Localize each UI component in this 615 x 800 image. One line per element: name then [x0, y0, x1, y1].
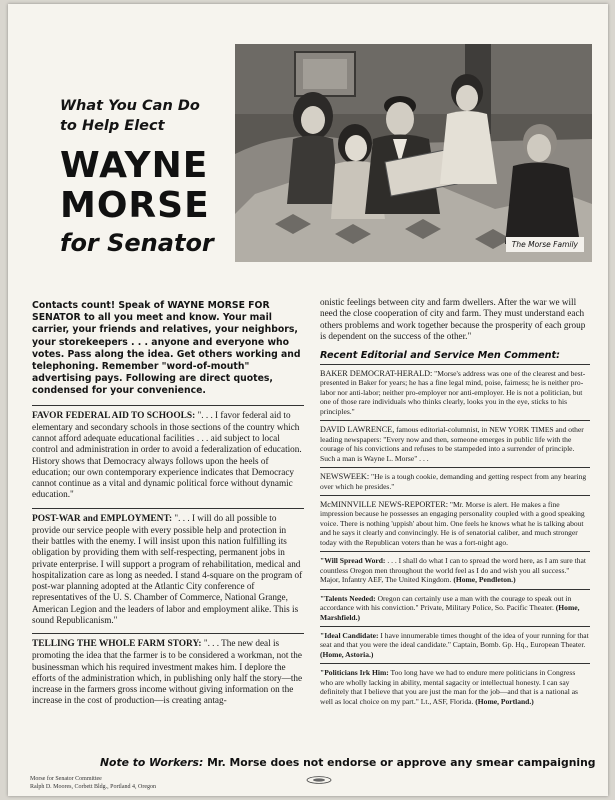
comment-lawrence [320, 425, 590, 463]
comment-text: Oregon can certainly use a man with the courage to speak out in accordance with his conviction." Private, Military Police, So. Pacific Theater. [320, 593, 572, 613]
comment-source: "Ideal Candidate: [320, 630, 379, 640]
comments-heading: Recent Editorial and Service Men Comment: [320, 350, 561, 361]
comment-location: (Home, Marshfield.) [320, 603, 580, 622]
comment-text: . . . I shall do what I can to spread the word here, as I am sure that countless Oregon men throughout the world feel as I do and wish you all success." Major, Infantry AEF, The United Kingdom. [320, 556, 586, 585]
comment-source: BAKER DEMOCRAT-HERALD: [320, 369, 433, 378]
comment-mcminnville [320, 500, 590, 547]
section-divider [32, 508, 304, 509]
comment-source: McMINNVILLE NEWS-REPORTER: [320, 499, 448, 509]
comment-baker [320, 369, 590, 416]
footer-line-1: Morse for Senator Committee [30, 776, 102, 782]
comment-text: "Mr. Morse is alert. He makes a fine impression because he possesses an engaging personality coupled with a good speaking voice. There is nothing 'uppish' about him. One feels he knows what he is talking about and he says it clearly and convincingly. He is of senatorial caliber, and much stronger today with the Republican voters than he was a fort-night ago. [320, 499, 585, 547]
family-photo-image [235, 44, 592, 262]
comment-will-spread-word [320, 556, 590, 584]
comment-divider [320, 467, 590, 468]
farm-section-continued: onistic feelings between city and farm dwellers. After the war we will need the close cooperation of city and farm. They must understand each others problems and work together because the prosperity of each group is dependent on the success of the other." [320, 297, 586, 341]
family-photo [235, 44, 592, 262]
employment-heading: POST-WAR and EMPLOYMENT: [32, 513, 173, 524]
employment-text: ". . . I will do all possible to provide our service people with every possible help and protection in their battles with the enemy. I will insist upon this nation fulfilling its obligation by providing them with self-respecting, permanent jobs in private enterprise. I will support a program of rehabilitation, medical and hospitalization care as long as needed. I stand 4-square on the program of post-war planning adopted at the Atlantic City conference of representatives of the U. S. Chamber of Commerce, National Grange, American Legion and the leaders of labor and employment alike. This is sound Republicanism." [32, 512, 303, 625]
headline-block [60, 96, 246, 258]
schools-heading: FAVOR FEDERAL AID TO SCHOOLS: [32, 410, 196, 421]
comment-divider [320, 364, 590, 365]
comment-location: (Home, Astoria.) [320, 649, 374, 659]
campaign-flyer-page [8, 4, 608, 796]
comment-source: "Politicians Irk Him: [320, 668, 389, 678]
farm-text: ". . . The new deal is promoting the idea that the farmer is to be considered a workman, not the businessman which his required investment makes him. I deplore the efforts of the administration which, in publishing only half the story—the increase in the farmers gross income without giving information on the increase in the cost of production—is creating antag- [32, 638, 303, 706]
comment-source: "Will Spread Word: [320, 556, 386, 566]
comment-talents-needed [320, 594, 590, 622]
comment-divider [320, 495, 590, 496]
intro-paragraph: Contacts count! Speak of WAYNE MORSE FOR SENATOR to all you meet and know. Your mail carrier, your friends and relatives, your neighbors, your storekeepers . . . anyone and everyone who votes. Pass along the idea. Get others working and telephoning. Remember "word-of-mouth" advertising pays. Following are direct quotes, condensed for your convenience. [32, 300, 301, 397]
employment-section [32, 513, 304, 627]
comment-divider [320, 589, 590, 590]
comment-text: I have innumerable times thought of the idea of your running for that seat and that you were the ideal candidate." Captain, Bomb. Gp. Hq., European Theater. [320, 630, 589, 650]
comment-location: (Home, Pendleton.) [453, 575, 516, 585]
right-column [320, 297, 590, 710]
note-text: Mr. Morse does not endorse or approve any smear campaigning [207, 756, 596, 769]
comment-text: Too long have we had to endure mere politicians in Congress who are wholly lacking in ability, mental sagacity or intellectual honesty. I can say definitely that I believe that you are just the man for the job—and that is a national as well as local choice on my part." Lt., ASF, Florida. [320, 668, 578, 706]
schools-section [32, 410, 304, 501]
left-column [32, 300, 304, 714]
note-label: Note to Workers: [100, 756, 204, 769]
footer-line-2: Ralph D. Moores, Corbett Bldg., Portland 4, Oregon [30, 783, 156, 790]
comment-source: "Talents Needed: [320, 593, 376, 603]
comment-text: "He is a tough cookie, demanding and getting respect from any hearing over which he presides." [320, 472, 587, 491]
schools-text: ". . . I favor federal aid to elementary and secondary schools in those sections of the country which cannot afford adequate educational facilities . . . aid subject to local control and administration in order to avoid a federalization of education. History shows that Democracy always follows upon the heels of education; our own contemporary experience indicates that Democracy cannot continue as a vital and dynamic political force without dynamic education." [32, 409, 302, 500]
comment-politicians [320, 668, 590, 706]
comment-divider [320, 626, 590, 627]
office-title: for Senator [60, 229, 214, 257]
union-label-icon [306, 776, 332, 784]
section-divider [32, 633, 304, 634]
comment-text: "Morse's address was one of the clearest and best-presented in Baker for years; he has a fine legal mind, poise, fairness; he is neither pro-labor nor anti-labor; neither pro-employer nor anti-employer. He is not a politician, but one of those rare individuals who thinks clearly, looks you in the eye, sticks to his principles." [320, 369, 586, 416]
comment-divider [320, 663, 590, 664]
farm-heading: TELLING THE WHOLE FARM STORY: [32, 639, 202, 650]
comment-source: NEWSWEEK: [320, 472, 370, 482]
comment-location: (Home, Portland.) [475, 696, 534, 706]
headline-line-2: to Help Elect [60, 118, 165, 134]
section-divider [32, 405, 304, 406]
comment-newsweek [320, 472, 590, 491]
comment-text: famous editorial-columnist, in NEW YORK TIMES and other leading newspapers: "Every now and then, someone emerges in public life with the courage of his convictions and refuses to be stampeded into a surrender of principle. Such a man is Wayne L. Morse" . . . [320, 425, 584, 463]
committee-footer [30, 776, 156, 791]
comment-divider [320, 551, 590, 552]
photo-caption: The Morse Family [506, 237, 584, 252]
candidate-first-name: WAYNE [60, 145, 209, 186]
comment-divider [320, 420, 590, 421]
comment-source: DAVID LAWRENCE, [320, 425, 395, 435]
farm-section [32, 638, 304, 707]
comment-ideal-candidate [320, 631, 590, 659]
note-to-workers [100, 756, 596, 769]
headline-line-1: What You Can Do [60, 98, 200, 114]
candidate-last-name: MORSE [60, 185, 210, 226]
